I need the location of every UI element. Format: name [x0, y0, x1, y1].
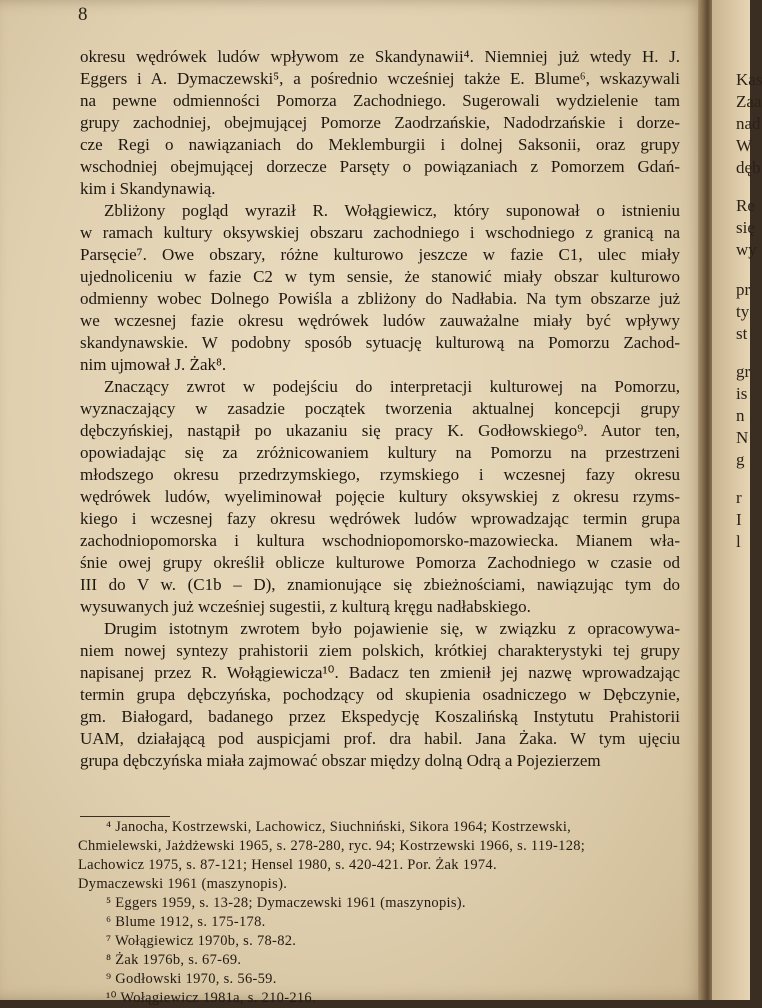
- next-page-text-fragment: is: [736, 384, 748, 403]
- next-page-text-fragment: wy: [736, 240, 757, 259]
- text-line: wschodniej obejmującej dorzecze Parsęty o powiązaniach z Pomorzem Gdań-: [80, 157, 680, 176]
- footnote-line: ⁶ Blume 1912, s. 175-178.: [106, 914, 266, 930]
- text-line: III do V w. (C1b – D), znamionujące się zbieżnościami, nawiązując tym do: [80, 575, 680, 594]
- footnote-separator: [80, 816, 170, 817]
- footnote: [78, 894, 698, 913]
- footnote-line: Lachowicz 1975, s. 87-121; Hensel 1980, s. 420-421. Por. Żak 1974.: [78, 857, 497, 873]
- next-page-text-fragment: ty: [736, 302, 750, 321]
- text-line: zachodniopomorska i kultura wschodniopomorsko-mazowiecka. Mianem wła-: [80, 531, 680, 550]
- text-line: Drugim istotnym zwrotem było pojawienie się, w związku z opracowywa-: [104, 619, 680, 638]
- text-line: termin grupa dębczyńska, pochodzący od skupienia osadniczego w Dębczynie,: [80, 685, 680, 704]
- footnote-line: ⁸ Żak 1976b, s. 67-69.: [106, 952, 242, 968]
- paragraph: [80, 376, 680, 618]
- footnote-line: ⁷ Wołągiewicz 1970b, s. 78-82.: [106, 933, 297, 949]
- text-line: w ramach kultury oksywskiej obszaru zachodniego i wschodniego z granicą na: [80, 223, 680, 242]
- text-line: Zbliżony pogląd wyraził R. Wołągiewicz, który suponował o istnieniu: [104, 201, 680, 220]
- text-line: skandynawskie. W podobny sposób sytuację kulturową na Pomorzu Zachod-: [80, 333, 680, 352]
- paragraph: [80, 46, 680, 200]
- next-page-text-fragment: pr: [736, 280, 751, 299]
- footnotes: [78, 818, 698, 1008]
- paragraph: [80, 200, 680, 376]
- next-page-text-fragment: nad: [736, 114, 761, 133]
- next-page-text-fragment: st: [736, 324, 748, 343]
- text-line: gm. Białogard, badanego przez Ekspedycję Koszalińską Instytutu Prahistorii: [80, 707, 680, 726]
- paragraph: [80, 618, 680, 772]
- footnote-line: Chmielewski, Jażdżewski 1965, s. 278-280, ryc. 94; Kostrzewski 1966, s. 119-128;: [78, 838, 586, 854]
- text-line: niem nowej syntezy prahistorii ziem polskich, krótkiej charakterystyki tej grupy: [80, 641, 680, 660]
- text-line: wędrówek ludów, wyeliminował pojęcie kultury oksywskiej z okresu rzyms-: [80, 487, 680, 506]
- text-line: dębczyńskiej, nastąpił po ukazaniu się pracy K. Godłowskiego⁹. Autor ten,: [80, 421, 680, 440]
- footnote: [78, 989, 698, 1008]
- text-line: opowiadając się za zróżnicowaniem kultury na Pomorzu na przestrzeni: [80, 443, 680, 462]
- text-line: we wczesnej fazie okresu wędrówek ludów zauważalne miały być wpływy: [80, 311, 680, 330]
- footnote: [78, 951, 698, 970]
- text-line: UAM, działającą pod auspicjami prof. dra habil. Jana Żaka. W tym ujęciu: [80, 729, 680, 748]
- next-page-text-fragment: n: [736, 406, 745, 425]
- next-page-text-fragment: N: [736, 428, 749, 447]
- next-page-text-fragment: I: [736, 510, 742, 529]
- body-text: [80, 46, 680, 772]
- text-line: napisanej przez R. Wołągiewicza¹⁰. Badacz ten zmienił jej nazwę wprowadzając: [80, 663, 680, 682]
- text-line: grupa dębczyńska miała zajmować obszar między dolną Odrą a Pojezierzem: [80, 751, 601, 770]
- footnote: [78, 970, 698, 989]
- text-line: młodszego okresu przedrzymskiego, rzymskiego i wczesnej fazy okresu: [80, 465, 680, 484]
- next-page-edge: [712, 0, 762, 1000]
- footnote-line: ⁴ Janocha, Kostrzewski, Lachowicz, Siuchniński, Sikora 1964; Kostrzewski,: [106, 819, 572, 835]
- text-line: Znaczący zwrot w podejściu do interpretacji kulturowej na Pomorzu,: [104, 377, 680, 396]
- page-number: 8: [78, 4, 88, 25]
- text-line: okresu wędrówek ludów wpływom ze Skandynawii⁴. Niemniej już wtedy H. J.: [80, 47, 680, 66]
- footnote-line: Dymaczewski 1961 (maszynopis).: [78, 876, 288, 892]
- next-page-text-fragment: g: [736, 450, 745, 469]
- next-page-text-fragment: r: [736, 488, 742, 507]
- text-line: grupy zachodniej, obejmującej Pomorze Zaodrzańskie, Nadodrzańskie i dorze-: [80, 113, 680, 132]
- text-line: kiego i wczesnej fazy okresu wędrówek ludów wprowadzając termin grupa: [80, 509, 680, 528]
- text-line: śnie owej grupy określił oblicze kulturowe Pomorza Zachodniego w czasie od: [80, 553, 680, 572]
- footnote-line: ⁵ Eggers 1959, s. 13-28; Dymaczewski 1961 (maszynopis).: [106, 895, 466, 911]
- footnote-line: ⁹ Godłowski 1970, s. 56-59.: [106, 971, 277, 987]
- text-line: cze Regi o nawiązaniach do Meklemburgii i dolnej Saksonii, oraz grupy: [80, 135, 680, 154]
- next-page-text-fragment: Zaa: [736, 92, 762, 111]
- next-page-text-fragment: Kas: [736, 70, 762, 89]
- footnote: [78, 932, 698, 951]
- footnote: [78, 913, 698, 932]
- next-page-text-fragment: się: [736, 218, 755, 237]
- next-page-text-fragment: gr: [736, 362, 751, 381]
- footnote-line: ¹⁰ Wołągiewicz 1981a, s. 210-216.: [106, 990, 316, 1006]
- text-line: ujednoliceniu w fazie C2 w tym sensie, że stanowić miały obszar kulturowo: [80, 267, 680, 286]
- next-page-text-fragment: l: [736, 532, 741, 551]
- next-page-text-fragment: dęb: [736, 158, 761, 177]
- text-line: na pewne odmienności Pomorza Zachodniego. Sugerowali wydzielenie tam: [80, 91, 680, 110]
- text-line: kim i Skandynawią.: [80, 179, 216, 198]
- footnote: [78, 818, 698, 894]
- text-line: Parsęcie⁷. Owe obszary, różne kulturowo jeszcze w fazie C1, ulec miały: [80, 245, 680, 264]
- text-line: Eggers i A. Dymaczewski⁵, a pośrednio wcześniej także E. Blume⁶, wskazywali: [80, 69, 680, 88]
- text-line: wyznaczający w zasadzie początek tworzenia aktualnej koncepcji grupy: [80, 399, 680, 418]
- text-line: nim ujmował J. Żak⁸.: [80, 355, 227, 374]
- next-page-text-fragment: W: [736, 136, 753, 155]
- text-line: wysuwanych już wcześniej sugestii, z kulturą kręgu nadłabskiego.: [80, 597, 531, 616]
- text-line: odmienny wobec Dolnego Powiśla a zbliżony do Nadłabia. Na tym obszarze już: [80, 289, 680, 308]
- next-page-text-fragment: Re: [736, 196, 755, 215]
